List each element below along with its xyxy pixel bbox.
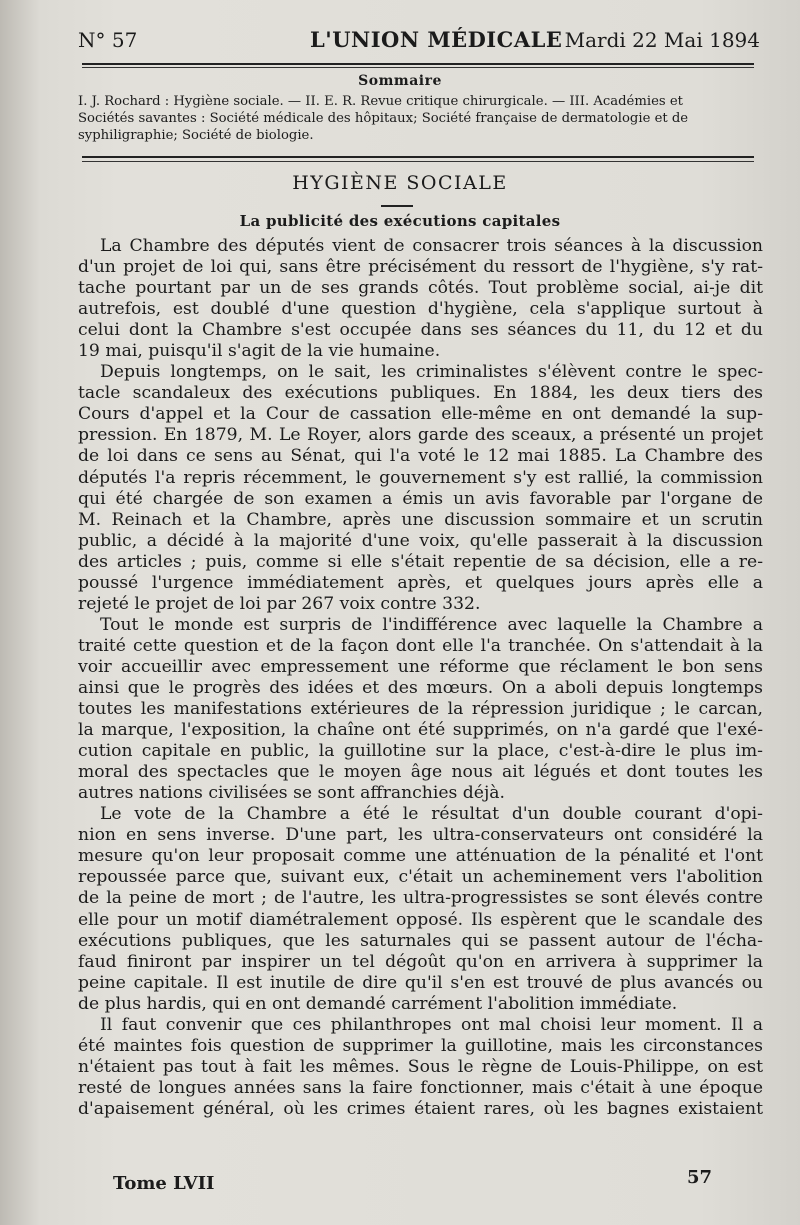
text-line: Cours d'appel et la Cour de cassation elle-même en ont demandé la sup- bbox=[78, 404, 763, 425]
text-line: députés l'a repris récemment, le gouvernement s'y est rallié, la commission bbox=[78, 467, 763, 488]
text-line: peine capitale. Il est inutile de dire qu'il s'en est trouvé de plus avancés ou bbox=[78, 972, 763, 993]
text-line: rejeté le projet de loi par 267 voix contre 332. bbox=[78, 593, 481, 614]
text-line: voir accueillir avec empressement une réforme que réclament le bon sens bbox=[78, 656, 763, 677]
sommaire-rule-thin bbox=[82, 161, 754, 162]
sommaire-body bbox=[78, 93, 758, 144]
text-line: La Chambre des députés vient de consacrer trois séances à la discussion bbox=[100, 236, 763, 256]
text-line: resté de longues années sans la faire fonctionner, mais c'était à une époque bbox=[78, 1077, 763, 1098]
sommaire-heading: Sommaire bbox=[358, 73, 442, 89]
text-line: autres nations civilisées se sont affranchies déjà. bbox=[78, 783, 506, 804]
text-line: des articles ; puis, comme si elle s'était repentie de sa décision, elle a re- bbox=[78, 551, 763, 572]
text-line: Tout le monde est surpris de l'indifférence avec laquelle la Chambre a bbox=[100, 614, 763, 635]
text-line: poussé l'urgence immédiatement après, et quelques jours après elle a bbox=[78, 572, 763, 593]
text-line: Le vote de la Chambre a été le résultat d'un double courant d'opi- bbox=[100, 804, 763, 825]
text-line: 19 mai, puisqu'il s'agit de la vie humaine. bbox=[78, 341, 441, 362]
header-rule-thin bbox=[82, 67, 754, 68]
sommaire-line: I. J. Rochard : Hygiène sociale. — II. E. R. Revue critique chirurgicale. — III. Académies et bbox=[78, 94, 683, 109]
sommaire-line: syphiligraphie; Société de biologie. bbox=[78, 128, 314, 143]
text-line: ainsi que le progrès des idées et des mœurs. On a aboli depuis longtemps bbox=[78, 677, 763, 698]
text-line: de loi dans ce sens au Sénat, qui l'a voté le 12 mai 1885. La Chambre des bbox=[78, 446, 763, 467]
text-line: la marque, l'exposition, la chaîne ont été supprimés, on n'a gardé que l'exé- bbox=[78, 720, 763, 741]
title-dash bbox=[381, 205, 413, 207]
issue-number: N° 57 bbox=[78, 28, 138, 52]
header-rule bbox=[82, 63, 754, 65]
text-line: nion en sens inverse. D'une part, les ultra-conservateurs ont considéré la bbox=[78, 825, 763, 846]
text-line: tache pourtant par un de ses grands côtés. Tout problème social, ai-je dit bbox=[78, 278, 763, 299]
text-line: M. Reinach et la Chambre, après une discussion sommaire et un scrutin bbox=[78, 509, 763, 530]
text-line: cution capitale en public, la guillotine sur la place, c'est-à-dire le plus im- bbox=[78, 741, 763, 762]
text-line: pression. En 1879, M. Le Royer, alors garde des sceaux, a présenté un projet bbox=[78, 425, 763, 446]
text-line: public, a décidé à la majorité d'une voix, qu'elle passerait à la discussion bbox=[78, 530, 763, 551]
text-line: Depuis longtemps, on le sait, les criminalistes s'élèvent contre le spec- bbox=[100, 362, 763, 383]
page-number: 57 bbox=[687, 1167, 713, 1188]
text-line: Il faut convenir que ces philanthropes ont mal choisi leur moment. Il a bbox=[100, 1014, 763, 1035]
journal-title: L'UNION MÉDICALE bbox=[310, 27, 563, 52]
text-line: elle pour un motif diamétralement opposé. Ils espèrent que le scandale des bbox=[78, 909, 763, 930]
text-line: d'apaisement général, où les crimes étaient rares, où les bagnes existaient bbox=[78, 1098, 763, 1119]
text-line: exécutions publiques, que les saturnales qui se passent autour de l'écha- bbox=[78, 930, 763, 951]
article-body bbox=[78, 236, 763, 1120]
text-line: tacle scandaleux des exécutions publiques. En 1884, les deux tiers des bbox=[78, 383, 763, 404]
page-header bbox=[78, 28, 768, 60]
text-line: faud finiront par inspirer un tel dégoût qu'on en arrivera à supprimer la bbox=[78, 951, 763, 972]
text-line: autrefois, est doublé d'une question d'hygiène, cela s'applique surtout à bbox=[78, 299, 763, 320]
text-line: toutes les manifestations extérieures de la répression juridique ; le carcan, bbox=[78, 699, 763, 720]
text-line: celui dont la Chambre s'est occupée dans ses séances du 11, du 12 et du bbox=[78, 320, 763, 341]
text-line: de la peine de mort ; de l'autre, les ultra-progressistes se sont élevés contre bbox=[78, 888, 763, 909]
text-line: moral des spectacles que le moyen âge nous ait légués et dont toutes les bbox=[78, 762, 763, 783]
text-line: de plus hardis, qui en ont demandé carrément l'abolition immédiate. bbox=[78, 993, 678, 1014]
text-line: traité cette question et de la façon dont elle l'a tranchée. On s'attendait à la bbox=[78, 635, 763, 656]
sommaire-line: Sociétés savantes : Société médicale des hôpitaux; Société française de dermatologie et de bbox=[78, 111, 689, 126]
section-title: HYGIÈNE SOCIALE bbox=[292, 172, 508, 194]
text-line: mesure qu'on leur proposait comme une atténuation de la pénalité et l'ont bbox=[78, 846, 763, 867]
article-title: La publicité des exécutions capitales bbox=[239, 212, 561, 230]
text-line: n'étaient pas tout à fait les mêmes. Sous le règne de Louis-Philippe, on est bbox=[78, 1056, 763, 1077]
text-line: été maintes fois question de supprimer la guillotine, mais les circonstances bbox=[78, 1035, 763, 1056]
text-line: qui été chargée de son examen a émis un avis favorable par l'organe de bbox=[78, 488, 763, 509]
text-line: d'un projet de loi qui, sans être précisément du ressort de l'hygiène, s'y rat- bbox=[78, 257, 763, 278]
sommaire-rule bbox=[82, 156, 754, 158]
tome-label: Tome LVII bbox=[113, 1173, 215, 1194]
issue-date: Mardi 22 Mai 1894 bbox=[564, 28, 760, 52]
text-line: repoussée parce que, suivant eux, c'était un acheminement vers l'abolition bbox=[78, 867, 763, 888]
